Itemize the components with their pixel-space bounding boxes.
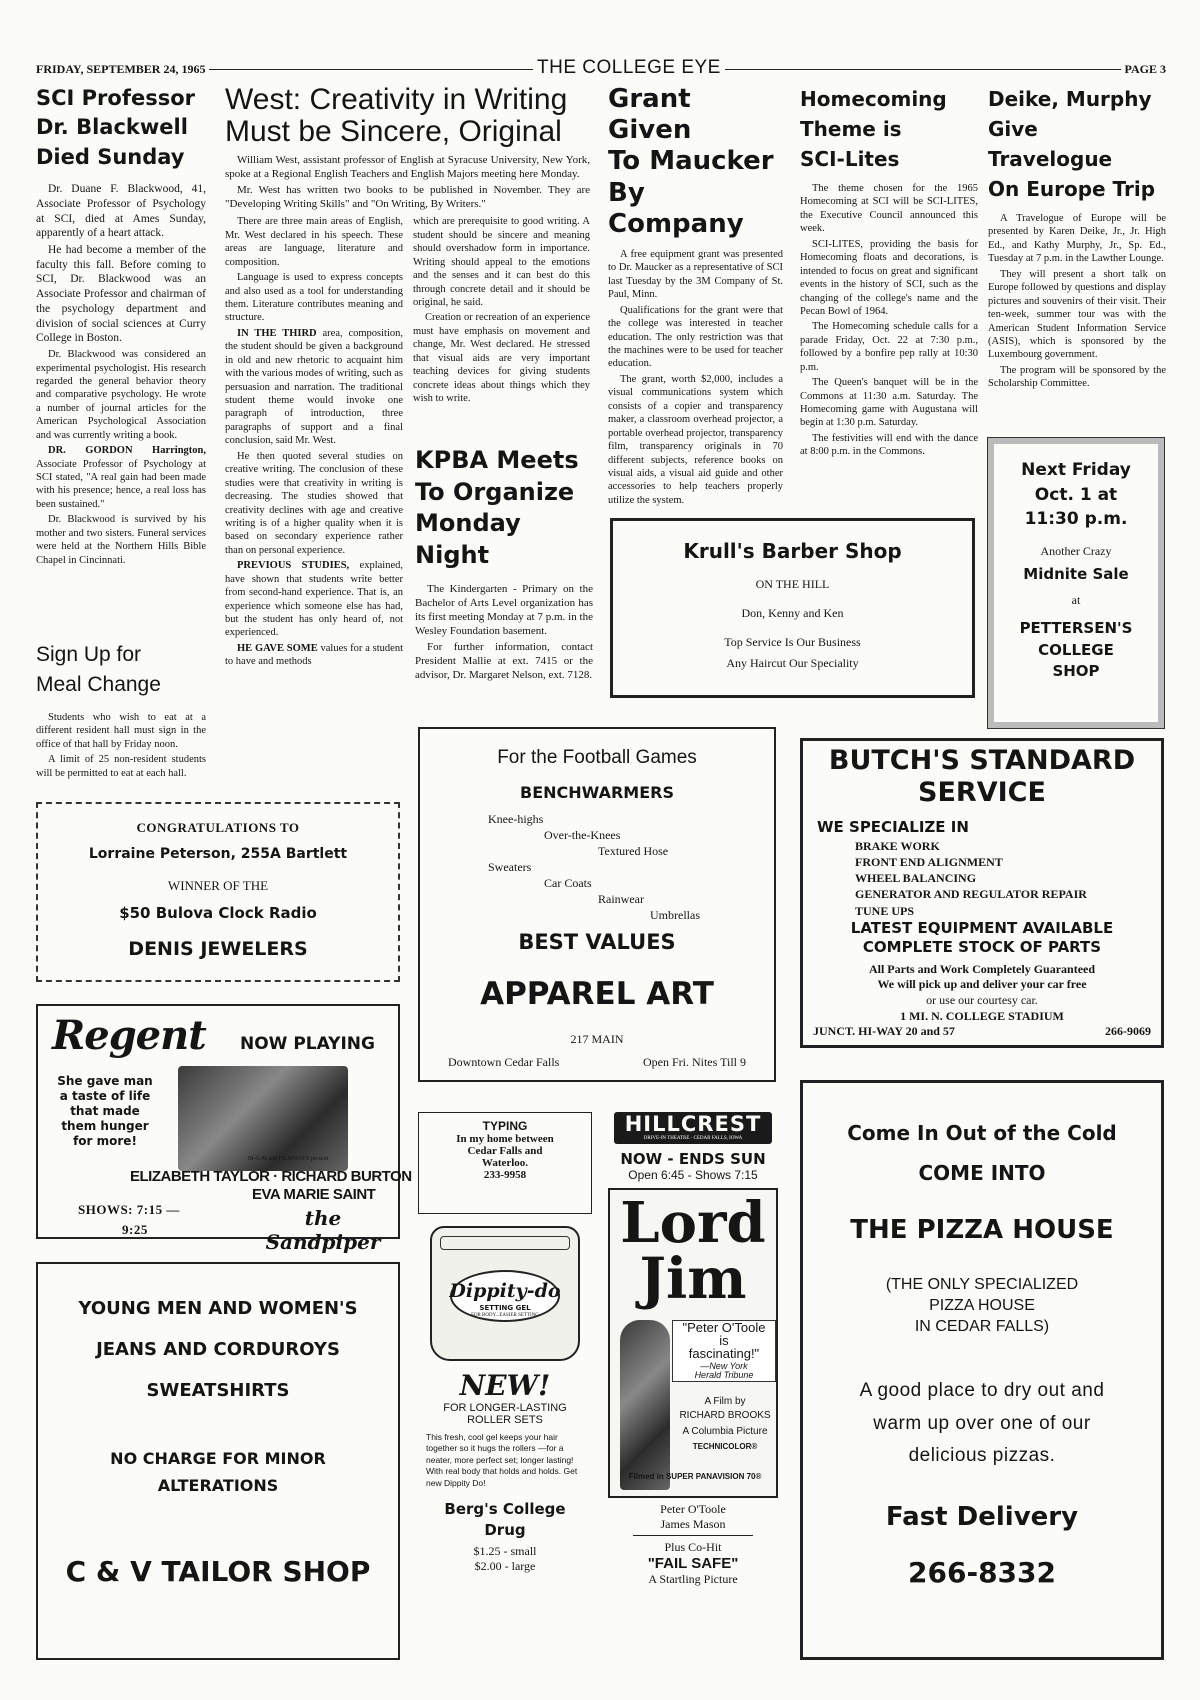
ad-hillcrest-drive-in (605, 1112, 781, 1660)
pettersen-line-5: Midnite Sale (1023, 564, 1129, 583)
butch-name-1: BUTCH'S STANDARD (828, 745, 1136, 776)
pizza-name: THE PIZZA HOUSE (850, 1215, 1114, 1245)
deike-paragraph-2: They will present a short talk on Europe followed by questions and display pictures and souvenirs of their visit. Their ten-week, summer tour was with the American Student Information Service (ASIS), which is sponsored by the Luxembourg government. (988, 268, 1166, 361)
article-homecoming (800, 84, 978, 504)
ad-apparel-art (418, 727, 776, 1082)
west-col1-6: values for a student to have and methods (225, 642, 404, 668)
apparel-best-values: BEST VALUES (518, 930, 676, 954)
dippity-jar-icon (430, 1226, 580, 1361)
blackwell-headline-2: Dr. Blackwell (36, 115, 188, 140)
hillcrest-logo-text: HILLCREST (624, 1112, 762, 1136)
dippity-longer-2: ROLLER SETS (467, 1414, 543, 1426)
regent-film-title: the Sandpiper (265, 1206, 381, 1254)
apparel-footer (420, 1055, 774, 1070)
grant-paragraph-2: Qualifications for the grant were that the college was interested in teacher education. The only restriction was that the machines were to be used for teacher education. (608, 304, 783, 370)
apparel-item: Rainwear (598, 892, 644, 906)
meal-headline-1: Sign Up for (36, 643, 142, 666)
ad-regent-theatre (36, 1004, 412, 1254)
hillcrest-cast-1: Peter O'Toole (660, 1502, 726, 1516)
article-kpba (415, 445, 593, 715)
west-intro-2: Mr. West has written two books to be published in November. They are "Developing Writing Skills" and "On Writing, By Writers." (225, 184, 590, 211)
blackwell-paragraph-1: Dr. Duane F. Blackwood, 41, Associate Professor of Psychology at SCI, died at Ames Sunday, apparently of a heart attack. (36, 183, 206, 240)
hillcrest-quote-5: Herald Tribune (694, 1370, 754, 1380)
pettersen-line-4: Another Crazy (1040, 543, 1112, 558)
butch-latest-1: LATEST EQUIPMENT AVAILABLE (850, 918, 1114, 937)
homecoming-headline-3: SCI-Lites (800, 147, 900, 171)
butch-guarantee-1: All Parts and Work Completely Guaranteed (868, 961, 1096, 976)
typing-line-2: In my home between (456, 1133, 554, 1145)
ad-krull-barber (610, 518, 975, 698)
dippity-jar-sub2: FOR BODY...EASIER SETTING (471, 1313, 539, 1318)
hillcrest-quote-4: —New York (700, 1361, 748, 1371)
butch-guarantee-3: or use our courtesy car. (926, 992, 1038, 1007)
hillcrest-open: Open 6:45 - Shows 7:15 (628, 1168, 758, 1182)
hillcrest-credit-3: A Columbia Picture (682, 1426, 768, 1437)
apparel-footer-right: Open Fri. Nites Till 9 (642, 1055, 746, 1069)
butch-service: FRONT END ALIGNMENT (855, 854, 1003, 869)
hillcrest-cast-2: James Mason (633, 1517, 753, 1536)
denis-line-4: $50 Bulova Clock Radio (119, 904, 317, 922)
article-grant (608, 84, 783, 504)
ad-butch-standard (800, 738, 1164, 1048)
west-headline-1: West: Creativity in Writing (225, 83, 568, 116)
dippity-store-2: Drug (484, 1520, 526, 1539)
ad-dippity-do (418, 1226, 592, 1656)
regent-now-playing: NOW PLAYING (240, 1034, 375, 1054)
blackwell-paragraph-4: Associate Professor of Psychology at SCI stated, "A real gain had been made with his presence; hence, a real loss has been sustained." (36, 458, 206, 510)
pizza-line-2: COME INTO (918, 1161, 1046, 1185)
masthead (36, 57, 1166, 82)
pettersen-line-6: at (1071, 592, 1081, 607)
west-col1-2: Language is used to express concepts and also used as a tool for understanding them. Literature contributes meaning and structure. (225, 272, 403, 324)
dippity-jar-sub: SETTING GEL (479, 1304, 531, 1312)
dippity-price-large: $2.00 - large (474, 1558, 536, 1573)
pizza-delivery: Fast Delivery (885, 1502, 1079, 1533)
blackwell-headline-1: SCI Professor (36, 86, 195, 110)
hillcrest-quote-2: is (719, 1333, 729, 1348)
west-col1-3: area, composition, the student should be given a background in old and new rhetoric to acquaint him with the various modes of writing, such as persuasion and narration. The traditional student theme would invoke one paragraph of introduction, three paragraphs of support and a final conclusion, said Mr. West. (225, 327, 404, 447)
krull-line-4: Any Haircut Our Speciality (726, 656, 859, 670)
article-deike (988, 84, 1166, 434)
homecoming-headline-2: Theme is (800, 117, 902, 141)
krull-line-1: ON THE HILL (755, 577, 830, 591)
pizza-only-1: (THE ONLY SPECIALIZED (885, 1276, 1079, 1293)
blackwell-body (36, 182, 206, 567)
west-lead-gave: HE GAVE SOME (237, 642, 318, 654)
regent-shows-2: 9:25 (122, 1222, 148, 1237)
hillcrest-now: NOW - ENDS SUN (620, 1150, 766, 1168)
hillcrest-credit-4: TECHNICOLOR® (692, 1442, 758, 1451)
hillcrest-actor-figure (620, 1320, 670, 1490)
denis-line-2: Lorraine Peterson, 255A Bartlett (88, 846, 348, 862)
apparel-item: Car Coats (544, 876, 592, 890)
hillcrest-credit-1: A Film by (704, 1396, 746, 1407)
butch-service: GENERATOR AND REGULATOR REPAIR (855, 887, 1087, 902)
pizza-blurb-1: A good place to dry out and (859, 1380, 1105, 1402)
pizza-blurb-3: delicious pizzas. (908, 1444, 1056, 1466)
apparel-heading: For the Football Games (497, 747, 697, 768)
masthead-date: FRIDAY, SEPTEMBER 24, 1965 (36, 62, 209, 77)
ad-cv-tailor (36, 1262, 400, 1660)
hillcrest-film-2: Jim (639, 1246, 747, 1312)
apparel-item: Over-the-Knees (544, 828, 621, 842)
regent-stars-2: EVA MARIE SAINT (252, 1186, 376, 1203)
regent-tagline-5: for more! (73, 1134, 137, 1148)
meal-headline-2: Meal Change (36, 673, 161, 697)
tailor-line-2: JEANS AND CORDUROYS (96, 1339, 340, 1360)
homecoming-paragraph-3: The Homecoming schedule calls for a parade Friday, Oct. 22 at 7:30 p.m., followed by a bonfire pep rally at 10:30 p.m. (800, 321, 978, 373)
butch-latest-2: COMPLETE STOCK OF PARTS (862, 938, 1102, 957)
regent-tagline-4: them hunger (61, 1119, 149, 1133)
blackwell-paragraph-2: He had become a member of the faculty this fall. Before coming to SCI, Dr. Blackwood was an Associate Professor and chairman of the psychology department and division of social sciences at Curry College in Boston. (36, 244, 206, 345)
grant-headline-3: By Company (608, 177, 744, 239)
hillcrest-quote-1: "Peter O'Toole (682, 1320, 766, 1335)
hillcrest-cohit-1: Plus Co-Hit (664, 1540, 722, 1554)
deike-paragraph-3: The program will be sponsored by the Scholarship Committee. (988, 364, 1166, 390)
grant-headline-1: Grant Given (608, 84, 692, 146)
homecoming-paragraph-1: The theme chosen for the 1965 Homecoming at SCI will be SCI-LITES, the Executive Council announced this week. (800, 183, 978, 235)
west-col1-4: He then quoted several studies on creative writing. The conclusion of these studies were that creativity in writing is decreasing. The studies showed that creativity declines with age and creative writing is of a higher quality when it is based on secondary experience rather than on personal experience. (225, 450, 403, 556)
masthead-title: THE COLLEGE EYE (533, 57, 725, 79)
deike-headline-3: On Europe Trip (988, 177, 1156, 201)
blackwell-paragraph-5: Dr. Blackwood is survived by his mother and two sisters. Funeral services were held at the Northern Hills Bible Chapel in Cincinnati. (36, 514, 206, 566)
apparel-item: Sweaters (488, 860, 532, 874)
dippity-longer-1: FOR LONGER-LASTING (443, 1402, 567, 1414)
homecoming-paragraph-5: The festivities will end with the dance at 8:00 p.m. in the Commons. (800, 432, 978, 458)
pettersen-line-1: Next Friday (1021, 460, 1131, 480)
ad-pettersen (988, 438, 1164, 728)
west-col2-2: Creation or recreation of an experience must have emphasis on movement and change, Mr. West declared. He stressed that visual aids are very important teaching devices for giving students concrete ideas about things which they wish to write. (413, 312, 590, 404)
butch-phone: 266-9069 (1105, 1024, 1151, 1039)
west-lead-third: IN THE THIRD (237, 327, 317, 339)
homecoming-headline-1: Homecoming (800, 87, 947, 111)
west-lead-previous: PREVIOUS STUDIES, (237, 560, 350, 572)
article-blackwell (36, 84, 206, 634)
tailor-alter-1: NO CHARGE FOR MINOR (110, 1449, 326, 1468)
deike-headline-1: Deike, Murphy (988, 87, 1152, 111)
kpba-headline-3: Monday Night (415, 509, 521, 570)
pettersen-line-2: Oct. 1 at (1034, 484, 1118, 505)
apparel-item: Umbrellas (650, 908, 700, 922)
pizza-only-2: PIZZA HOUSE (929, 1296, 1035, 1314)
apparel-sub: BENCHWARMERS (520, 783, 674, 802)
pizza-phone: 266-8332 (908, 1556, 1056, 1590)
west-col1-5: explained, have shown that students write better from second-hand experience. That is, an experience which someone else has had, but the student has only heard of, not experienced. (225, 560, 403, 639)
dippity-lid (440, 1236, 570, 1250)
apparel-item: Knee-highs (488, 812, 544, 826)
regent-logo: Regent (52, 1012, 206, 1059)
apparel-footer-left: Downtown Cedar Falls (448, 1055, 560, 1069)
pettersen-line-3: 11:30 p.m. (1024, 509, 1128, 530)
west-col1-1: There are three main areas of English, Mr. West declared in his speech. These areas are language, literature and composition. (225, 216, 403, 268)
hillcrest-logo-sub: DRIVE-IN THEATRE · CEDAR FALLS, IOWA (643, 1136, 743, 1141)
butch-specialize: WE SPECIALIZE IN (817, 817, 969, 836)
butch-footer (803, 1024, 1161, 1039)
west-intro-1: William West, assistant professor of English at Syracuse University, New York, spoke at a Regional English Teachers and English Majors meeting here Monday. (225, 154, 590, 181)
grant-paragraph-1: A free equipment grant was presented to Dr. Maucker as a representative of SCI last Tuesday by the 3M Company of St. Paul, Minn. (608, 248, 783, 301)
blackwell-gordon-lead: DR. GORDON Harrington, (48, 445, 206, 457)
apparel-name: APPAREL ART (480, 976, 714, 1012)
hillcrest-credit-5: Filmed in SUPER PANAVISION 70® (628, 1472, 762, 1481)
pizza-blurb-2: warm up over one of our (873, 1412, 1091, 1434)
denis-line-5: DENIS JEWELERS (128, 938, 308, 960)
butch-services (803, 838, 1161, 919)
ad-typing (418, 1112, 592, 1214)
regent-tagline (50, 1074, 160, 1149)
blackwell-paragraph-3: Dr. Blackwood was considered an experimental psychologist. His research regarded the general behavior theory and comparative psychology. He wrote a number of journal articles for the American Psychological Association and was currently writing a book. (36, 349, 206, 441)
homecoming-paragraph-4: The Queen's banquet will be in the Commons at 11:30 a.m. Saturday. The Homecoming game with Augustana will begin at 1:30 p.m. Saturday. (800, 377, 978, 429)
grant-headline-2: To Maucker (608, 146, 774, 177)
kpba-paragraph-1: The Kindergarten - Primary on the Bachelor of Arts Level organization has its first meeting Monday at 7 p.m. in the Wesley Foundation basement. (415, 582, 593, 637)
tailor-line-1: YOUNG MEN AND WOMEN'S (78, 1298, 358, 1319)
ad-pizza-house (800, 1080, 1164, 1660)
hillcrest-film-1: Lord (620, 1190, 766, 1256)
krull-title: Krull's Barber Shop (683, 539, 902, 563)
pizza-line-1: Come In Out of the Cold (847, 1121, 1117, 1145)
kpba-paragraph-2: For further information, contact President Mallie at ext. 7415 or the advisor, Dr. Margaret Nelson, ext. 7128. (415, 641, 593, 682)
butch-guarantee-2: We will pick up and deliver your car free (877, 977, 1087, 992)
pettersen-line-7: PETTERSEN'S (1019, 618, 1133, 637)
butch-junction: JUNCT. HI-WAY 20 and 57 (813, 1024, 955, 1039)
hillcrest-cohit-2: "FAIL SAFE" (647, 1555, 739, 1572)
masthead-page: PAGE 3 (1121, 62, 1166, 77)
dippity-new: NEW! (459, 1369, 551, 1402)
denis-line-1: CONGRATULATIONS TO (136, 820, 300, 835)
butch-service: WHEEL BALANCING (855, 871, 977, 886)
hillcrest-logo (614, 1112, 772, 1144)
hillcrest-poster (608, 1188, 778, 1498)
butch-service: TUNE UPS (855, 903, 915, 918)
dippity-price-small: $1.25 - small (473, 1543, 537, 1558)
dippity-store-1: Berg's College (444, 1500, 566, 1519)
hillcrest-cohit-3: A Startling Picture (648, 1572, 738, 1586)
hillcrest-credit-2: RICHARD BROOKS (679, 1410, 771, 1421)
west-col2-1: which are prerequisite to good writing. A student should be sincere and meaning should overshadow form in importance. Writing should appeal to the emotions and the senses and it can best do this through concrete detail and it should be original, he said. (413, 216, 590, 308)
pettersen-line-8: COLLEGE (1038, 640, 1114, 659)
west-headline-2: Must be Sincere, Original (225, 114, 562, 148)
deike-paragraph-1: A Travelogue of Europe will be presented by Karen Deike, Jr., Jr. High Ed., and Kathy Murphy, Jr., Sp. Ed., Tuesday at 7 p.m. in the Lawther Lounge. (988, 213, 1166, 265)
tailor-alter-2: ALTERATIONS (157, 1476, 279, 1495)
regent-stars-1: ELIZABETH TAYLOR · RICHARD BURTON (130, 1168, 412, 1185)
hillcrest-quote-3: fascinating!" (688, 1346, 760, 1361)
tailor-line-3: SWEATSHIRTS (146, 1380, 290, 1401)
apparel-items (420, 812, 774, 920)
article-meal-change (36, 640, 206, 790)
krull-line-2: Don, Kenny and Ken (741, 606, 844, 620)
apparel-address: 217 MAIN (570, 1032, 624, 1046)
butch-service: BRAKE WORK (855, 838, 940, 853)
blackwell-headline-3: Died Sunday (36, 144, 185, 169)
butch-name-2: SERVICE (918, 777, 1046, 809)
dippity-brand: Dippity-do (449, 1280, 561, 1302)
meal-paragraph-1: Students who wish to eat at a different resident hall must sign in the office of that hall by Friday noon. (36, 711, 206, 750)
tailor-name: C & V TAILOR SHOP (65, 1555, 371, 1588)
denis-line-3: WINNER OF THE (167, 878, 269, 893)
regent-credit: M-G-M and FILMWAYS present (248, 1156, 329, 1162)
regent-tagline-1: She gave man (57, 1074, 153, 1088)
west-intro (225, 153, 590, 211)
meal-paragraph-2: A limit of 25 non-resident students will be permitted to eat at each hall. (36, 754, 206, 779)
butch-location: 1 MI. N. COLLEGE STADIUM (900, 1008, 1064, 1023)
deike-headline-2: Give Travelogue (988, 117, 1113, 171)
kpba-headline-1: KPBA Meets (415, 446, 579, 474)
ad-denis-jewelers (36, 802, 400, 982)
typing-line-1: TYPING (482, 1119, 528, 1133)
pizza-only-3: IN CEDAR FALLS) (914, 1317, 1050, 1335)
homecoming-paragraph-2: SCI-LITES, providing the basis for Homecoming floats and decorations, is intended to focus on great and significant events in the history of SCI, such as the changing of the college's name and the Pecan Bowl of 1964. (800, 238, 978, 317)
typing-line-4: Waterloo. (481, 1157, 529, 1169)
grant-paragraph-3: The grant, worth $2,000, includes a visual communications system which consists of a copier and transparency maker, a classroom overhead projector, a portable overhead projector, transparency film, transparency originals in 70 different subjects, reference books on visual aids, a visual aid guide and other accessories to help teachers properly utilize the system. (608, 373, 783, 506)
regent-tagline-3: that made (70, 1104, 140, 1118)
west-column-1 (225, 215, 403, 670)
krull-line-3: Top Service Is Our Business (724, 635, 861, 649)
dippity-copy: This fresh, cool gel keeps your hair together so it hugs the rollers —for a neater, more perfect set; longer lasting! With real body that holds and holds. Get new Dippity Do! (426, 1432, 578, 1488)
typing-line-5: 233-9958 (483, 1169, 527, 1181)
typing-line-3: Cedar Falls and (467, 1145, 543, 1157)
apparel-item: Textured Hose (598, 844, 669, 858)
kpba-headline-2: To Organize (415, 477, 575, 506)
regent-shows-1: SHOWS: 7:15 — (78, 1202, 180, 1217)
regent-tagline-2: a taste of life (59, 1089, 151, 1103)
pettersen-line-9: SHOP (1052, 662, 1100, 681)
